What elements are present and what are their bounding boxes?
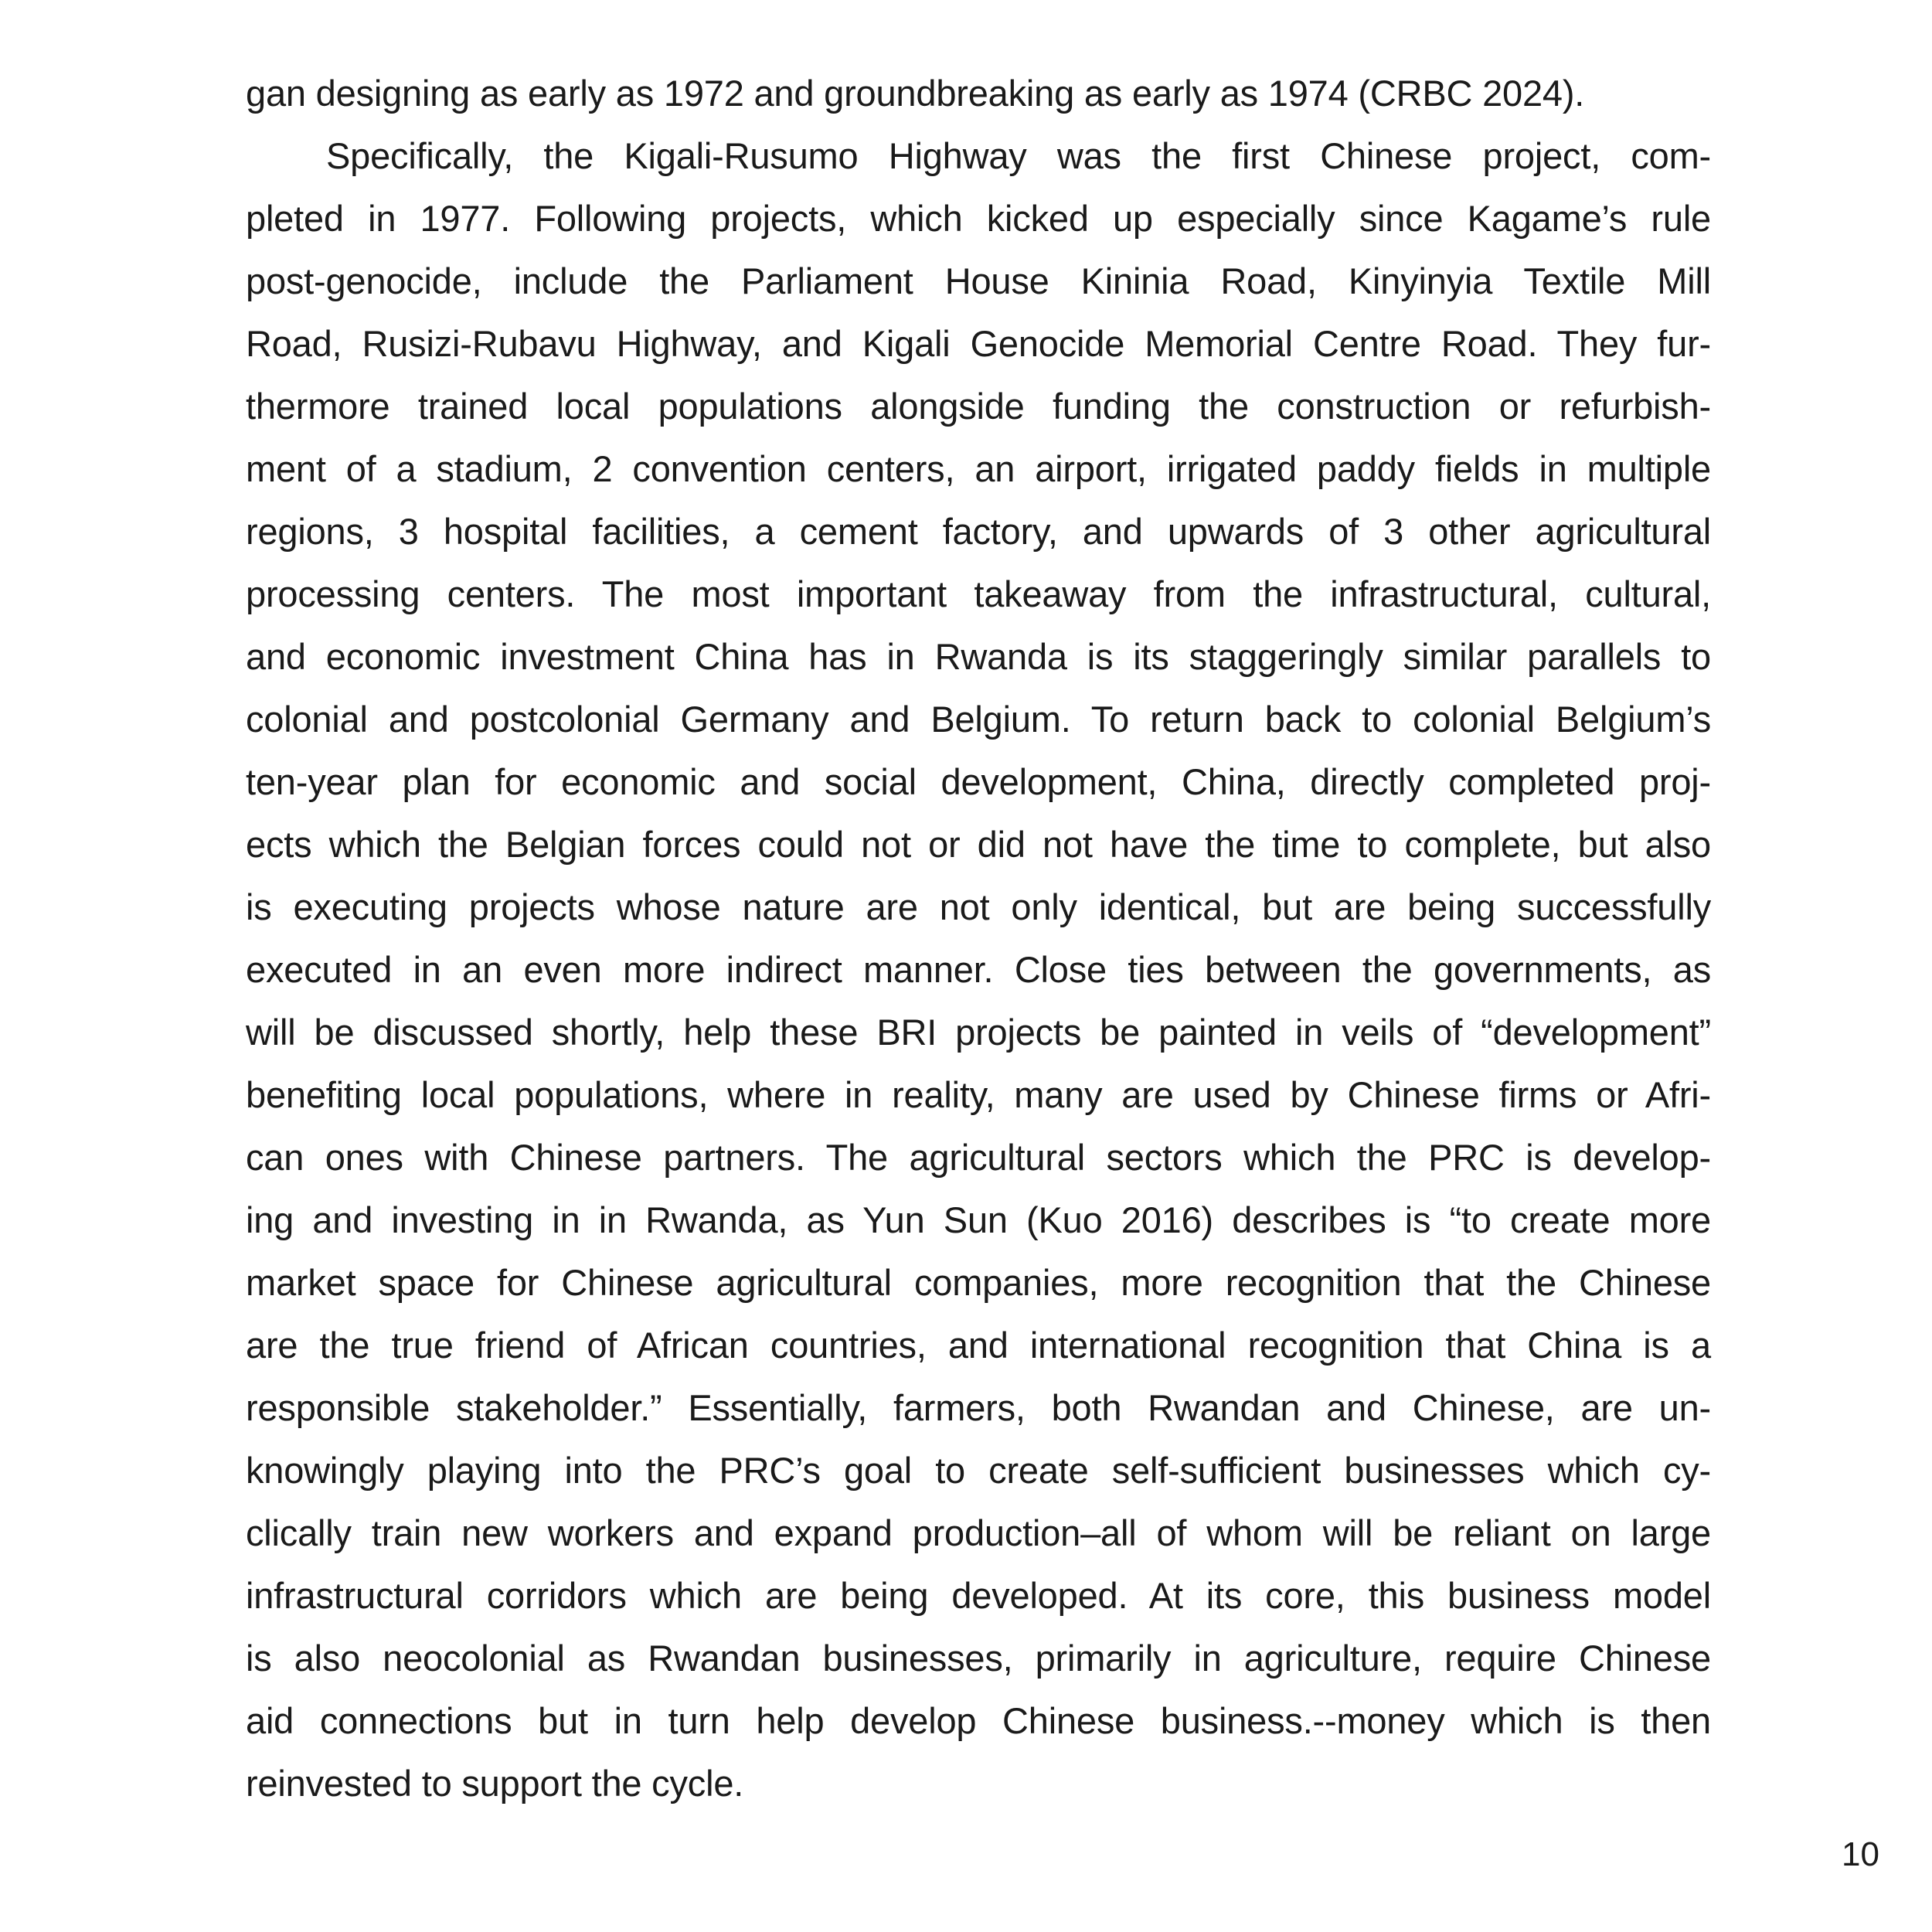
text-line: infrastructural corridors which are being developed. At its core, this business model [246,1575,1711,1616]
text-line: gan designing as early as 1972 and groundbreaking as early as 1974 (CRBC 2024). [246,73,1585,114]
page-number: 10 [1842,1835,1879,1873]
text-line: processing centers. The most important takeaway from the infrastructural, cultural, [246,573,1711,614]
text-line: is also neocolonial as Rwandan businesses, primarily in agriculture, require Chinese [246,1638,1711,1679]
text-line: knowingly playing into the PRC’s goal to create self-sufficient businesses which cy- [246,1450,1711,1491]
text-line: executed in an even more indirect manner. Close ties between the governments, as [246,949,1711,990]
text-line: ing and investing in in Rwanda, as Yun Sun (Kuo 2016) describes is “to create more [246,1199,1711,1240]
body-text [246,62,1711,1815]
text-line: is executing projects whose nature are not only identical, but are being successfully [246,886,1711,927]
text-line: regions, 3 hospital facilities, a cement factory, and upwards of 3 other agricultural [246,511,1711,552]
text-line: Specifically, the Kigali-Rusumo Highway was the first Chinese project, com- [326,135,1711,176]
text-line: Road, Rusizi-Rubavu Highway, and Kigali Genocide Memorial Centre Road. They fur- [246,323,1711,364]
text-line: benefiting local populations, where in reality, many are used by Chinese firms or Afri- [246,1074,1711,1115]
text-line: thermore trained local populations alongside funding the construction or refurbish- [246,386,1711,427]
text-line: post-genocide, include the Parliament House Kininia Road, Kinyinyia Textile Mill [246,260,1711,301]
text-line: responsible stakeholder.” Essentially, farmers, both Rwandan and Chinese, are un- [246,1387,1711,1428]
text-line: and economic investment China has in Rwanda is its staggeringly similar parallels to [246,636,1711,677]
text-line: can ones with Chinese partners. The agricultural sectors which the PRC is develop- [246,1137,1711,1178]
text-line: pleted in 1977. Following projects, which kicked up especially since Kagame’s rule [246,198,1711,239]
text-line: ects which the Belgian forces could not or did not have the time to complete, but also [246,824,1711,865]
text-line: will be discussed shortly, help these BRI projects be painted in veils of “development” [246,1012,1711,1053]
text-line: colonial and postcolonial Germany and Belgium. To return back to colonial Belgium’s [246,699,1711,740]
text-line: are the true friend of African countries, and international recognition that China is a [246,1325,1711,1366]
text-line: ten-year plan for economic and social development, China, directly completed proj- [246,761,1711,802]
text-line: reinvested to support the cycle. [246,1763,744,1804]
text-line: clically train new workers and expand production–all of whom will be reliant on large [246,1512,1711,1553]
text-line: market space for Chinese agricultural companies, more recognition that the Chinese [246,1262,1711,1303]
text-line: ment of a stadium, 2 convention centers, an airport, irrigated paddy fields in multiple [246,448,1711,489]
text-line: aid connections but in turn help develop Chinese business.--money which is then [246,1700,1711,1741]
